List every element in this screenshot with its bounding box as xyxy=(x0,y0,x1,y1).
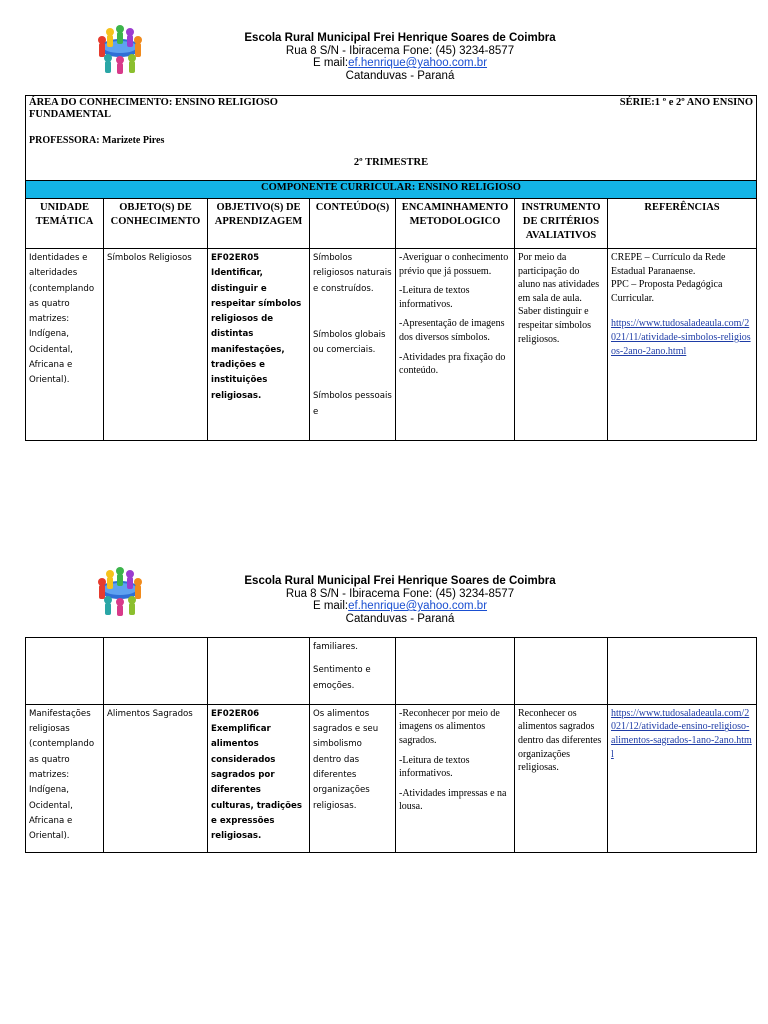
email-link[interactable]: ef.henrique@yahoo.com.br xyxy=(348,600,488,612)
email-link[interactable]: ef.henrique@yahoo.com.br xyxy=(348,57,488,69)
ref-item: PPC – Proposta Pedagógica Curricular. xyxy=(611,279,723,304)
cell-conteudo: Os alimentos sagrados e seu simbolismo dentro das diferentes organizações religiosas. xyxy=(310,704,396,852)
school-name: Escola Rural Municipal Frei Henrique Soares de Coimbra xyxy=(244,32,556,44)
header-text xyxy=(200,575,600,625)
objetivo-text: Identificar, distinguir e respeitar símbolos religiosos de distintas manifestações, tradições e instituições religiosas. xyxy=(211,268,302,401)
ref-link[interactable]: https://www.tudosaladeaula.com/2021/11/atividade-simbolos-religiosos-2ano-2ano.html xyxy=(611,318,751,357)
school-email-line xyxy=(200,600,600,613)
cell-objeto: Alimentos Sagrados xyxy=(104,704,208,852)
metodo-item: -Reconhecer por meio de imagens os alimentos sagrados. xyxy=(399,707,500,747)
table-row xyxy=(26,638,757,705)
trimestre-label: 2º TRIMESTRE xyxy=(353,157,429,168)
cell-unidade xyxy=(26,638,104,705)
ref-link[interactable]: https://www.tudosaladeaula.com/2021/12/atividade-ensino-religioso-alimentos-sagrados-1ano-2ano.html xyxy=(611,707,752,760)
cell-objetivo xyxy=(208,704,310,852)
school-email-line xyxy=(200,57,600,70)
plan-table-1 xyxy=(25,95,757,441)
col-header-objetivo: OBJETIVO(S) DE APRENDIZAGEM xyxy=(208,199,310,249)
metodo-item: -Atividades pra fixação do conteúdo. xyxy=(399,351,506,377)
cell-objeto xyxy=(104,638,208,705)
metodo-item: -Apresentação de imagens dos diversos símbolos. xyxy=(399,318,505,343)
objetivo-code: EF02ER05 xyxy=(211,253,260,263)
col-header-conteudo: CONTEÚDO(S) xyxy=(310,199,396,249)
metodo-item: -Averiguar o conhecimento prévio que já possuem. xyxy=(399,252,509,277)
cell-instrumento: Reconhecer os alimentos sagrados dentro das diferentes organizações religiosas. xyxy=(515,704,608,852)
area-block xyxy=(29,97,278,121)
col-header-objeto: OBJETO(S) DE CONHECIMENTO xyxy=(104,199,208,249)
cell-instrumento: Por meio da participação do aluno nas atividades em sala de aula. Saber distinguir e respeitar símbolos religiosos. xyxy=(515,249,608,441)
logo-icon xyxy=(92,18,148,74)
cell-referencias xyxy=(608,638,757,705)
cell-encaminhamento xyxy=(396,704,515,852)
col-header-encaminhamento: ENCAMINHAMENTO METODOLOGICO xyxy=(396,199,515,249)
conteudo-item: familiares. xyxy=(313,642,358,652)
info-cell xyxy=(26,96,757,181)
col-header-instrumento: INSTRUMENTO DE CRITÉRIOS AVALIATIVOS xyxy=(515,199,608,249)
cell-referencias xyxy=(608,249,757,441)
conteudo-item: Símbolos religiosos naturais e construídos. xyxy=(313,253,392,294)
cell-objeto: Símbolos Religiosos xyxy=(104,249,208,441)
school-address: Rua 8 S/N - Ibiracema Fone: (45) 3234-8577 xyxy=(285,44,515,57)
school-city: Catanduvas - Paraná xyxy=(345,69,455,82)
school-city: Catanduvas - Paraná xyxy=(345,612,455,625)
serie-label: SÉRIE:1 º e 2º ANO ENSINO xyxy=(619,97,754,108)
cell-unidade: Identidades e alteridades (contemplando as quatro matrizes: Indígena, Ocidental, Africana e Oriental). xyxy=(26,249,104,441)
school-name: Escola Rural Municipal Frei Henrique Soares de Coimbra xyxy=(244,575,556,587)
cell-conteudo xyxy=(310,638,396,705)
cell-referencias xyxy=(608,704,757,852)
col-header-referencias: REFERÊNCIAS xyxy=(608,199,757,249)
area-label: ÁREA DO CONHECIMENTO: ENSINO RELIGIOSO xyxy=(29,97,278,108)
metodo-item: -Atividades impressas e na lousa. xyxy=(399,787,507,813)
col-header-unidade: UNIDADE TEMÁTICA xyxy=(26,199,104,249)
cell-unidade: Manifestações religiosas (contemplando as quatro matrizes: Indígena, Ocidental, Africana e Oriental). xyxy=(26,704,104,852)
conteudo-item: Sentimento e emoções. xyxy=(313,665,371,691)
table-row xyxy=(26,704,757,852)
plan-table-2 xyxy=(25,637,757,853)
email-label: E mail: xyxy=(312,57,349,69)
page-header-1 xyxy=(0,14,768,104)
metodo-item: -Leitura de textos informativos. xyxy=(399,754,470,780)
cell-encaminhamento xyxy=(396,638,515,705)
conteudo-item: Símbolos globais ou comerciais. xyxy=(313,329,386,356)
component-header: COMPONENTE CURRICULAR: ENSINO RELIGIOSO xyxy=(26,181,757,199)
professora-label: PROFESSORA: Marizete Pires xyxy=(29,135,165,146)
conteudo-item: Símbolos pessoais e xyxy=(313,391,392,417)
logo-icon xyxy=(92,560,148,616)
header-text xyxy=(200,32,600,82)
cell-objetivo xyxy=(208,638,310,705)
cell-encaminhamento xyxy=(396,249,515,441)
objetivo-code: EF02ER06 xyxy=(211,708,260,719)
area-cont: FUNDAMENTAL xyxy=(29,109,112,120)
table-row xyxy=(26,249,757,441)
school-address: Rua 8 S/N - Ibiracema Fone: (45) 3234-8577 xyxy=(285,587,515,600)
cell-instrumento xyxy=(515,638,608,705)
objetivo-text: Exemplificar alimentos considerados sagrados por diferentes culturas, tradições e expressões religiosas. xyxy=(211,724,302,842)
ref-item: CREPE – Currículo da Rede Estadual Paranaense. xyxy=(611,252,726,277)
cell-objetivo xyxy=(208,249,310,441)
email-label: E mail: xyxy=(312,600,349,612)
page-header-2 xyxy=(0,556,768,646)
cell-conteudo xyxy=(310,249,396,441)
metodo-item: -Leitura de textos informativos. xyxy=(399,285,470,310)
